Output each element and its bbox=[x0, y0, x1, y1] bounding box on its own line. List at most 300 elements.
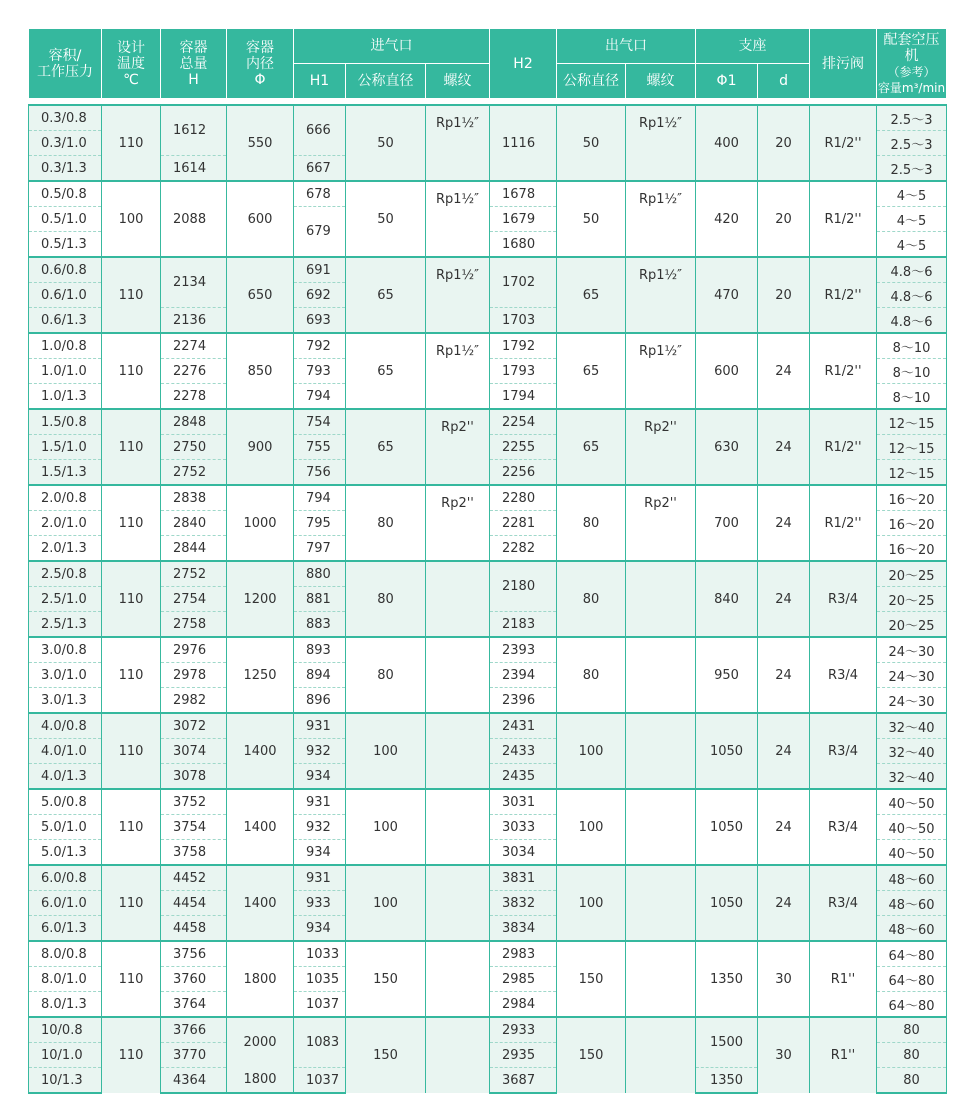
total-height-cell: 1612 bbox=[161, 105, 227, 156]
h2-cell: 3831 bbox=[490, 865, 557, 891]
h2-cell: 2282 bbox=[490, 536, 557, 562]
volume-pressure-cell: 8.0/1.0 bbox=[29, 967, 102, 992]
support-phi1-cell: 1350 bbox=[696, 941, 758, 1017]
inlet-thread-cell: Rp1½″ bbox=[426, 333, 490, 384]
volume-pressure-cell: 1.0/0.8 bbox=[29, 333, 102, 359]
drain-valve-cell: R1/2'' bbox=[810, 409, 877, 485]
total-height-cell: 3758 bbox=[161, 840, 227, 866]
support-phi1-cell: 700 bbox=[696, 485, 758, 561]
support-phi1-cell: 840 bbox=[696, 561, 758, 637]
header-inlet-thread: 螺纹 bbox=[426, 64, 490, 99]
inlet-dn-cell: 65 bbox=[346, 257, 426, 333]
outlet-thread-cell-empty bbox=[626, 460, 696, 486]
total-height-cell: 3770 bbox=[161, 1043, 227, 1068]
drain-valve-cell: R1'' bbox=[810, 941, 877, 1017]
drain-valve-cell: R1/2'' bbox=[810, 181, 877, 257]
header-volume-pressure: 容积/ 工作压力 bbox=[29, 29, 102, 99]
outlet-dn-cell: 65 bbox=[557, 333, 626, 409]
inlet-dn-cell: 100 bbox=[346, 789, 426, 865]
header-design-temp: 设计 温度 ℃ bbox=[102, 29, 161, 99]
volume-pressure-cell: 0.5/0.8 bbox=[29, 181, 102, 207]
support-phi1-cell: 630 bbox=[696, 409, 758, 485]
h2-cell: 1792 bbox=[490, 333, 557, 359]
inlet-h1-cell: 893 bbox=[294, 637, 346, 663]
design-temp-cell: 110 bbox=[102, 257, 161, 333]
volume-pressure-cell: 5.0/0.8 bbox=[29, 789, 102, 815]
outlet-thread-cell-empty bbox=[626, 308, 696, 334]
total-height-cell: 2752 bbox=[161, 561, 227, 587]
table-row bbox=[29, 257, 947, 283]
h2-cell: 1793 bbox=[490, 359, 557, 384]
inlet-h1-cell: 934 bbox=[294, 840, 346, 866]
total-height-cell: 2754 bbox=[161, 587, 227, 612]
total-height-cell: 3766 bbox=[161, 1017, 227, 1043]
inlet-dn-cell: 150 bbox=[346, 941, 426, 1017]
volume-pressure-cell: 1.0/1.3 bbox=[29, 384, 102, 410]
total-height-cell: 2838 bbox=[161, 485, 227, 511]
inner-diameter-cell: 1800 bbox=[227, 941, 294, 1017]
support-phi1-cell: 950 bbox=[696, 637, 758, 713]
volume-pressure-cell: 1.5/1.0 bbox=[29, 435, 102, 460]
volume-pressure-cell: 8.0/1.3 bbox=[29, 992, 102, 1018]
support-phi1-cell: 1050 bbox=[696, 713, 758, 789]
volume-pressure-cell: 0.3/1.3 bbox=[29, 156, 102, 182]
volume-pressure-cell: 0.5/1.0 bbox=[29, 207, 102, 232]
h2-cell: 2393 bbox=[490, 637, 557, 663]
outlet-thread-cell: Rp2'' bbox=[626, 485, 696, 536]
total-height-cell: 2750 bbox=[161, 435, 227, 460]
h2-cell: 1703 bbox=[490, 308, 557, 334]
inlet-dn-cell: 100 bbox=[346, 713, 426, 789]
compressor-capacity-cell: 40～50 bbox=[877, 789, 947, 815]
support-phi1-cell: 1350 bbox=[696, 1068, 758, 1094]
volume-pressure-cell: 10/1.3 bbox=[29, 1068, 102, 1094]
spec-group bbox=[29, 105, 947, 181]
inner-diameter-cell: 900 bbox=[227, 409, 294, 485]
volume-pressure-cell: 5.0/1.3 bbox=[29, 840, 102, 866]
outlet-dn-cell: 100 bbox=[557, 789, 626, 865]
inner-diameter-cell: 1800 bbox=[227, 1068, 294, 1094]
table-header bbox=[29, 29, 947, 106]
volume-pressure-cell: 8.0/0.8 bbox=[29, 941, 102, 967]
spec-group bbox=[29, 257, 947, 333]
volume-pressure-cell: 0.6/1.3 bbox=[29, 308, 102, 334]
header-total-height: 容器 总量 H bbox=[161, 29, 227, 99]
inlet-h1-cell: 666 bbox=[294, 105, 346, 156]
inner-diameter-cell: 1000 bbox=[227, 485, 294, 561]
header-compressor-line2: （参考） bbox=[887, 64, 936, 79]
outlet-thread-cell bbox=[626, 789, 696, 865]
support-d-cell: 20 bbox=[758, 181, 810, 257]
compressor-capacity-cell: 4～5 bbox=[877, 181, 947, 207]
compressor-capacity-cell: 64～80 bbox=[877, 967, 947, 992]
outlet-thread-cell bbox=[626, 941, 696, 1017]
header-inlet-dn: 公称直径 bbox=[346, 64, 426, 99]
h2-cell: 2255 bbox=[490, 435, 557, 460]
h2-cell: 2281 bbox=[490, 511, 557, 536]
inlet-h1-cell: 679 bbox=[294, 207, 346, 258]
h2-cell: 1794 bbox=[490, 384, 557, 410]
inlet-dn-cell: 65 bbox=[346, 409, 426, 485]
inlet-thread-cell-empty bbox=[426, 536, 490, 562]
total-height-cell: 2982 bbox=[161, 688, 227, 714]
h2-cell: 2256 bbox=[490, 460, 557, 486]
inner-diameter-cell: 600 bbox=[227, 181, 294, 257]
inlet-h1-cell: 1037 bbox=[294, 1068, 346, 1094]
outlet-thread-cell: Rp1½″ bbox=[626, 105, 696, 156]
inlet-dn-cell: 80 bbox=[346, 637, 426, 713]
outlet-dn-cell: 65 bbox=[557, 257, 626, 333]
volume-pressure-cell: 6.0/1.3 bbox=[29, 916, 102, 942]
header-inner-diameter: 容器 内径 Φ bbox=[227, 29, 294, 99]
compressor-capacity-cell: 80 bbox=[877, 1017, 947, 1043]
header-outlet: 出气口 bbox=[557, 29, 696, 64]
outlet-dn-cell: 80 bbox=[557, 485, 626, 561]
inlet-h1-cell: 934 bbox=[294, 764, 346, 790]
inlet-h1-cell: 934 bbox=[294, 916, 346, 942]
total-height-cell: 2840 bbox=[161, 511, 227, 536]
h2-cell: 3034 bbox=[490, 840, 557, 866]
inlet-thread-cell bbox=[426, 561, 490, 637]
inlet-thread-cell-empty bbox=[426, 384, 490, 410]
inlet-h1-cell: 792 bbox=[294, 333, 346, 359]
h2-cell: 2935 bbox=[490, 1043, 557, 1068]
h2-cell: 2254 bbox=[490, 409, 557, 435]
spec-group bbox=[29, 485, 947, 561]
h2-cell: 2280 bbox=[490, 485, 557, 511]
compressor-capacity-cell: 32～40 bbox=[877, 739, 947, 764]
total-height-cell: 2134 bbox=[161, 257, 227, 308]
header-drain-valve: 排污阀 bbox=[810, 29, 877, 99]
drain-valve-cell: R1/2'' bbox=[810, 485, 877, 561]
total-height-cell: 2276 bbox=[161, 359, 227, 384]
h2-cell: 2933 bbox=[490, 1017, 557, 1043]
inner-diameter-cell: 1400 bbox=[227, 789, 294, 865]
spec-group bbox=[29, 1017, 947, 1093]
inner-diameter-cell: 850 bbox=[227, 333, 294, 409]
drain-valve-cell: R3/4 bbox=[810, 865, 877, 941]
table-row bbox=[29, 1017, 947, 1043]
compressor-capacity-cell: 80 bbox=[877, 1043, 947, 1068]
compressor-capacity-cell: 12～15 bbox=[877, 435, 947, 460]
total-height-cell: 3764 bbox=[161, 992, 227, 1018]
inlet-thread-cell: Rp1½″ bbox=[426, 181, 490, 232]
h2-cell: 3033 bbox=[490, 815, 557, 840]
h2-cell: 2183 bbox=[490, 612, 557, 638]
support-phi1-cell: 1050 bbox=[696, 789, 758, 865]
volume-pressure-cell: 2.5/1.3 bbox=[29, 612, 102, 638]
h2-cell: 1702 bbox=[490, 257, 557, 308]
compressor-capacity-cell: 2.5～3 bbox=[877, 105, 947, 131]
volume-pressure-cell: 2.5/0.8 bbox=[29, 561, 102, 587]
inlet-thread-cell bbox=[426, 637, 490, 713]
outlet-thread-cell bbox=[626, 561, 696, 637]
h2-cell: 1678 bbox=[490, 181, 557, 207]
inlet-dn-cell: 80 bbox=[346, 485, 426, 561]
support-phi1-cell: 600 bbox=[696, 333, 758, 409]
outlet-thread-cell-empty bbox=[626, 384, 696, 410]
total-height-cell: 2088 bbox=[161, 181, 227, 257]
inlet-dn-cell: 65 bbox=[346, 333, 426, 409]
inlet-h1-cell: 693 bbox=[294, 308, 346, 334]
outlet-thread-cell bbox=[626, 865, 696, 941]
volume-pressure-cell: 4.0/1.3 bbox=[29, 764, 102, 790]
compressor-capacity-cell: 4.8～6 bbox=[877, 308, 947, 334]
header-support-phi1: Φ1 bbox=[696, 64, 758, 99]
h2-cell: 2984 bbox=[490, 992, 557, 1018]
total-height-cell: 3078 bbox=[161, 764, 227, 790]
outlet-thread-cell: Rp1½″ bbox=[626, 181, 696, 232]
drain-valve-cell: R1'' bbox=[810, 1017, 877, 1093]
compressor-capacity-cell: 20～25 bbox=[877, 587, 947, 612]
total-height-cell: 2976 bbox=[161, 637, 227, 663]
volume-pressure-cell: 4.0/0.8 bbox=[29, 713, 102, 739]
inner-diameter-cell: 650 bbox=[227, 257, 294, 333]
spec-group bbox=[29, 789, 947, 865]
volume-pressure-cell: 6.0/0.8 bbox=[29, 865, 102, 891]
outlet-dn-cell: 80 bbox=[557, 637, 626, 713]
support-phi1-cell: 1500 bbox=[696, 1017, 758, 1068]
drain-valve-cell: R1/2'' bbox=[810, 105, 877, 181]
total-height-cell: 3074 bbox=[161, 739, 227, 764]
h2-cell: 2394 bbox=[490, 663, 557, 688]
total-height-cell: 4364 bbox=[161, 1068, 227, 1094]
total-height-cell: 2136 bbox=[161, 308, 227, 334]
inlet-h1-cell: 1033 bbox=[294, 941, 346, 967]
compressor-capacity-cell: 8～10 bbox=[877, 359, 947, 384]
total-height-cell: 2758 bbox=[161, 612, 227, 638]
inlet-h1-cell: 894 bbox=[294, 663, 346, 688]
inlet-h1-cell: 933 bbox=[294, 891, 346, 916]
inlet-h1-cell: 932 bbox=[294, 815, 346, 840]
h2-cell: 3031 bbox=[490, 789, 557, 815]
header-compressor bbox=[877, 29, 947, 99]
volume-pressure-cell: 1.5/1.3 bbox=[29, 460, 102, 486]
total-height-cell: 2274 bbox=[161, 333, 227, 359]
volume-pressure-cell: 5.0/1.0 bbox=[29, 815, 102, 840]
table-row bbox=[29, 485, 947, 511]
support-d-cell: 24 bbox=[758, 561, 810, 637]
inlet-thread-cell: Rp2'' bbox=[426, 409, 490, 460]
compressor-capacity-cell: 80 bbox=[877, 1068, 947, 1094]
inlet-dn-cell: 150 bbox=[346, 1017, 426, 1093]
volume-pressure-cell: 10/0.8 bbox=[29, 1017, 102, 1043]
drain-valve-cell: R3/4 bbox=[810, 789, 877, 865]
outlet-thread-cell: Rp1½″ bbox=[626, 257, 696, 308]
compressor-capacity-cell: 8～10 bbox=[877, 333, 947, 359]
compressor-capacity-cell: 2.5～3 bbox=[877, 131, 947, 156]
h2-cell: 2983 bbox=[490, 941, 557, 967]
inner-diameter-cell: 1400 bbox=[227, 713, 294, 789]
table-row bbox=[29, 941, 947, 967]
compressor-capacity-cell: 4.8～6 bbox=[877, 283, 947, 308]
compressor-capacity-cell: 40～50 bbox=[877, 815, 947, 840]
total-height-cell: 2848 bbox=[161, 409, 227, 435]
header-outlet-dn: 公称直径 bbox=[557, 64, 626, 99]
inlet-thread-cell-empty bbox=[426, 232, 490, 258]
volume-pressure-cell: 4.0/1.0 bbox=[29, 739, 102, 764]
inlet-h1-cell: 678 bbox=[294, 181, 346, 207]
design-temp-cell: 110 bbox=[102, 637, 161, 713]
compressor-capacity-cell: 4～5 bbox=[877, 232, 947, 258]
table-row bbox=[29, 865, 947, 891]
volume-pressure-cell: 2.0/0.8 bbox=[29, 485, 102, 511]
outlet-dn-cell: 80 bbox=[557, 561, 626, 637]
total-height-cell: 2752 bbox=[161, 460, 227, 486]
compressor-capacity-cell: 64～80 bbox=[877, 992, 947, 1018]
h2-cell: 3687 bbox=[490, 1068, 557, 1094]
volume-pressure-cell: 1.5/0.8 bbox=[29, 409, 102, 435]
compressor-capacity-cell: 2.5～3 bbox=[877, 156, 947, 182]
compressor-capacity-cell: 20～25 bbox=[877, 612, 947, 638]
volume-pressure-cell: 6.0/1.0 bbox=[29, 891, 102, 916]
inlet-dn-cell: 50 bbox=[346, 105, 426, 181]
compressor-capacity-cell: 8～10 bbox=[877, 384, 947, 410]
volume-pressure-cell: 2.0/1.3 bbox=[29, 536, 102, 562]
total-height-cell: 2278 bbox=[161, 384, 227, 410]
h2-cell: 1680 bbox=[490, 232, 557, 258]
support-d-cell: 24 bbox=[758, 485, 810, 561]
compressor-capacity-cell: 64～80 bbox=[877, 941, 947, 967]
inlet-h1-cell: 755 bbox=[294, 435, 346, 460]
table-row bbox=[29, 637, 947, 663]
inner-diameter-cell: 2000 bbox=[227, 1017, 294, 1068]
volume-pressure-cell: 3.0/1.0 bbox=[29, 663, 102, 688]
drain-valve-cell: R1/2'' bbox=[810, 333, 877, 409]
total-height-cell: 4452 bbox=[161, 865, 227, 891]
inlet-dn-cell: 80 bbox=[346, 561, 426, 637]
support-phi1-cell: 470 bbox=[696, 257, 758, 333]
compressor-capacity-cell: 48～60 bbox=[877, 865, 947, 891]
table-row bbox=[29, 181, 947, 207]
compressor-capacity-cell: 12～15 bbox=[877, 409, 947, 435]
support-d-cell: 30 bbox=[758, 1017, 810, 1093]
inner-diameter-cell: 1200 bbox=[227, 561, 294, 637]
inlet-thread-cell: Rp1½″ bbox=[426, 257, 490, 308]
inlet-h1-cell: 692 bbox=[294, 283, 346, 308]
total-height-cell: 1614 bbox=[161, 156, 227, 182]
support-d-cell: 24 bbox=[758, 713, 810, 789]
design-temp-cell: 100 bbox=[102, 181, 161, 257]
inlet-h1-cell: 756 bbox=[294, 460, 346, 486]
compressor-capacity-cell: 48～60 bbox=[877, 891, 947, 916]
inlet-thread-cell-empty bbox=[426, 156, 490, 182]
volume-pressure-cell: 10/1.0 bbox=[29, 1043, 102, 1068]
design-temp-cell: 110 bbox=[102, 561, 161, 637]
volume-pressure-cell: 2.0/1.0 bbox=[29, 511, 102, 536]
table-row bbox=[29, 105, 947, 131]
h2-cell: 1679 bbox=[490, 207, 557, 232]
inlet-thread-cell bbox=[426, 789, 490, 865]
compressor-capacity-cell: 24～30 bbox=[877, 663, 947, 688]
inlet-h1-cell: 754 bbox=[294, 409, 346, 435]
inlet-h1-cell: 667 bbox=[294, 156, 346, 182]
h2-cell: 2396 bbox=[490, 688, 557, 714]
compressor-capacity-cell: 4～5 bbox=[877, 207, 947, 232]
inlet-h1-cell: 881 bbox=[294, 587, 346, 612]
header-inlet-h1: H1 bbox=[294, 64, 346, 99]
design-temp-cell: 110 bbox=[102, 941, 161, 1017]
spec-group bbox=[29, 637, 947, 713]
volume-pressure-cell: 2.5/1.0 bbox=[29, 587, 102, 612]
total-height-cell: 2844 bbox=[161, 536, 227, 562]
h2-cell: 3832 bbox=[490, 891, 557, 916]
h2-cell: 2431 bbox=[490, 713, 557, 739]
support-d-cell: 24 bbox=[758, 637, 810, 713]
design-temp-cell: 110 bbox=[102, 865, 161, 941]
outlet-dn-cell: 100 bbox=[557, 713, 626, 789]
design-temp-cell: 110 bbox=[102, 1017, 161, 1093]
support-d-cell: 20 bbox=[758, 257, 810, 333]
table-row bbox=[29, 789, 947, 815]
inlet-h1-cell: 795 bbox=[294, 511, 346, 536]
total-height-cell: 3760 bbox=[161, 967, 227, 992]
inlet-h1-cell: 1083 bbox=[294, 1017, 346, 1068]
outlet-thread-cell bbox=[626, 713, 696, 789]
outlet-dn-cell: 65 bbox=[557, 409, 626, 485]
header-h2: H2 bbox=[490, 29, 557, 99]
support-d-cell: 30 bbox=[758, 941, 810, 1017]
spec-group bbox=[29, 409, 947, 485]
inlet-thread-cell bbox=[426, 713, 490, 789]
h2-cell: 2985 bbox=[490, 967, 557, 992]
compressor-capacity-cell: 24～30 bbox=[877, 688, 947, 714]
inlet-thread-cell: Rp1½″ bbox=[426, 105, 490, 156]
h2-cell: 2180 bbox=[490, 561, 557, 612]
inlet-dn-cell: 50 bbox=[346, 181, 426, 257]
drain-valve-cell: R3/4 bbox=[810, 637, 877, 713]
total-height-cell: 3072 bbox=[161, 713, 227, 739]
outlet-thread-cell: Rp1½″ bbox=[626, 333, 696, 384]
table-row bbox=[29, 333, 947, 359]
design-temp-cell: 110 bbox=[102, 713, 161, 789]
volume-pressure-cell: 3.0/1.3 bbox=[29, 688, 102, 714]
inner-diameter-cell: 550 bbox=[227, 105, 294, 181]
inlet-h1-cell: 793 bbox=[294, 359, 346, 384]
compressor-capacity-cell: 20～25 bbox=[877, 561, 947, 587]
spec-table bbox=[28, 28, 947, 1094]
volume-pressure-cell: 0.6/0.8 bbox=[29, 257, 102, 283]
spec-group bbox=[29, 333, 947, 409]
total-height-cell: 4458 bbox=[161, 916, 227, 942]
table-row bbox=[29, 713, 947, 739]
inlet-h1-cell: 797 bbox=[294, 536, 346, 562]
inlet-h1-cell: 794 bbox=[294, 384, 346, 410]
outlet-thread-cell-empty bbox=[626, 156, 696, 182]
volume-pressure-cell: 0.3/0.8 bbox=[29, 105, 102, 131]
support-d-cell: 24 bbox=[758, 409, 810, 485]
outlet-dn-cell: 150 bbox=[557, 1017, 626, 1093]
drain-valve-cell: R1/2'' bbox=[810, 257, 877, 333]
spec-group bbox=[29, 941, 947, 1017]
spec-group bbox=[29, 713, 947, 789]
design-temp-cell: 110 bbox=[102, 485, 161, 561]
compressor-capacity-cell: 24～30 bbox=[877, 637, 947, 663]
support-phi1-cell: 420 bbox=[696, 181, 758, 257]
support-phi1-cell: 400 bbox=[696, 105, 758, 181]
inlet-h1-cell: 932 bbox=[294, 739, 346, 764]
drain-valve-cell: R3/4 bbox=[810, 713, 877, 789]
inlet-h1-cell: 931 bbox=[294, 865, 346, 891]
support-d-cell: 24 bbox=[758, 865, 810, 941]
volume-pressure-cell: 0.5/1.3 bbox=[29, 232, 102, 258]
inlet-thread-cell-empty bbox=[426, 308, 490, 334]
compressor-capacity-cell: 40～50 bbox=[877, 840, 947, 866]
h2-cell: 3834 bbox=[490, 916, 557, 942]
inlet-h1-cell: 931 bbox=[294, 789, 346, 815]
support-d-cell: 24 bbox=[758, 333, 810, 409]
inlet-thread-cell: Rp2'' bbox=[426, 485, 490, 536]
